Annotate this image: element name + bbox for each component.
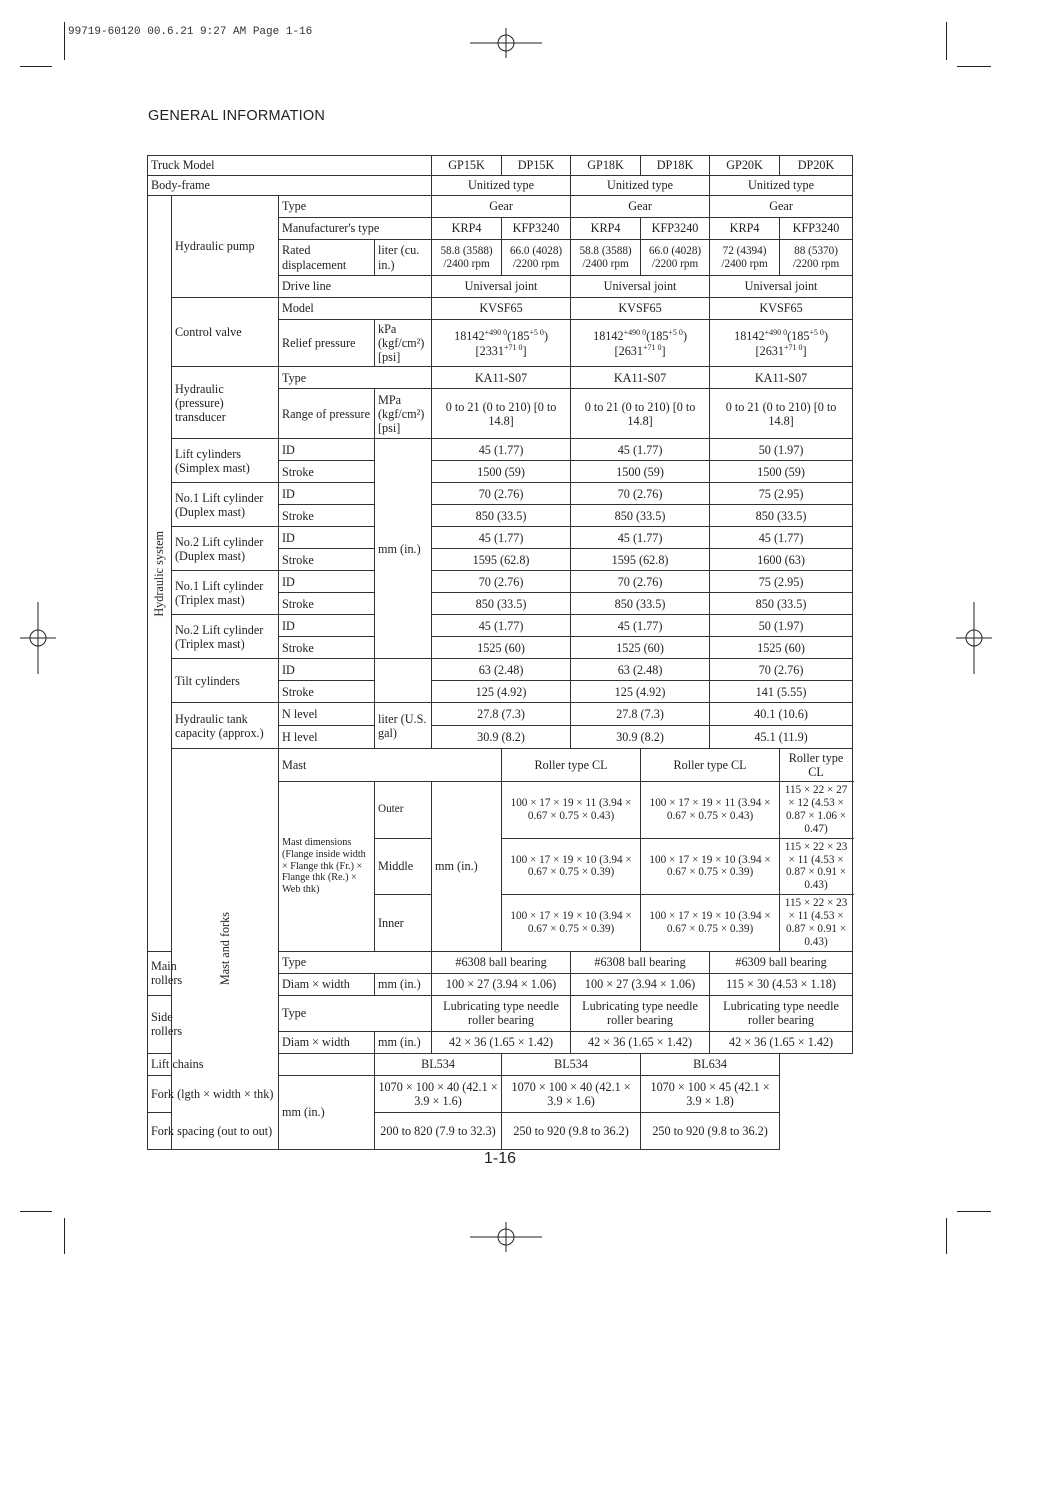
cell: Universal joint <box>710 276 853 298</box>
cell: 1525 (60) <box>432 637 571 659</box>
cell: 66.0 (4028) /2200 rpm <box>502 240 571 276</box>
row-sublabel: ID <box>279 659 375 681</box>
cell: 1070 × 100 × 40 (42.1 × 3.9 × 1.6) <box>375 1075 502 1112</box>
cell: 125 (4.92) <box>571 681 710 703</box>
cell: Roller type CL <box>502 749 641 782</box>
cell: Lubricating type needle roller bearing <box>432 995 571 1031</box>
registration-mark-icon <box>470 1222 542 1252</box>
spec-table <box>147 155 853 1150</box>
cell: 42 × 36 (1.65 × 1.42) <box>710 1031 853 1053</box>
crop-mark <box>946 1218 947 1254</box>
unit-label: liter (cu. in.) <box>375 240 432 276</box>
cell: 88 (5370) /2200 rpm <box>780 240 853 276</box>
cell: 70 (2.76) <box>432 483 571 505</box>
row-sublabel: Stroke <box>279 505 375 527</box>
table-row <box>148 156 853 176</box>
unit-label: mm (in.) <box>279 1075 375 1149</box>
unit-label: mm (in.) <box>375 439 432 659</box>
cell: 850 (33.5) <box>710 505 853 527</box>
unit-label: kPa (kgf/cm²) [psi] <box>375 320 432 367</box>
table-row <box>148 749 853 782</box>
cell: 850 (33.5) <box>571 593 710 615</box>
table-row <box>148 703 853 726</box>
row-sublabel: Stroke <box>279 461 375 483</box>
cell: 40.1 (10.6) <box>710 703 853 726</box>
cell: 70 (2.76) <box>432 571 571 593</box>
crop-mark <box>946 22 947 60</box>
cell: 1525 (60) <box>710 637 853 659</box>
table-row <box>148 483 853 505</box>
row-label: Hydraulic (pressure) transducer <box>172 367 279 439</box>
model-header: DP20K <box>780 156 853 176</box>
row-sublabel: Stroke <box>279 681 375 703</box>
cell: 115 × 22 × 27 × 12 (4.53 × 0.87 × 1.06 × 0.47) <box>780 782 853 839</box>
cell: Gear <box>710 196 853 218</box>
row-sublabel: Inner <box>375 895 432 952</box>
crop-mark <box>64 22 65 60</box>
cell: 1595 (62.8) <box>571 549 710 571</box>
cell: 115 × 30 (4.53 × 1.18) <box>710 973 853 995</box>
row-sublabel: Type <box>279 951 432 973</box>
crop-mark <box>957 1211 991 1212</box>
row-sublabel: N level <box>279 703 375 726</box>
cell: 70 (2.76) <box>571 571 710 593</box>
cell: #6308 ball bearing <box>432 951 571 973</box>
cell: KA11-S07 <box>432 367 571 389</box>
table-row <box>148 1112 853 1149</box>
cell: 1525 (60) <box>571 637 710 659</box>
cell: Universal joint <box>432 276 571 298</box>
row-label: Truck Model <box>148 156 432 176</box>
row-sublabel: Range of pressure <box>279 389 375 439</box>
cell: 75 (2.95) <box>710 571 853 593</box>
cell: KVSF65 <box>571 298 710 320</box>
cell: 0 to 21 (0 to 210) [0 to 14.8] <box>571 389 710 439</box>
cell: 27.8 (7.3) <box>432 703 571 726</box>
row-label: Hydraulic pump <box>172 196 279 298</box>
table-row <box>148 1075 853 1112</box>
row-label: Tilt cylinders <box>172 659 279 703</box>
cell: Unitized type <box>432 176 571 196</box>
row-sublabel: Type <box>279 196 432 218</box>
unit-label <box>375 659 432 703</box>
cell: 70 (2.76) <box>710 659 853 681</box>
row-sublabel: Middle <box>375 838 432 895</box>
cell: 27.8 (7.3) <box>571 703 710 726</box>
table-row <box>148 298 853 320</box>
row-label: No.1 Lift cylinder (Duplex mast) <box>172 483 279 527</box>
row-label: Fork (lgth × width × thk) <box>148 1075 279 1112</box>
cell: 66.0 (4028) /2200 rpm <box>641 240 710 276</box>
model-header: GP20K <box>710 156 780 176</box>
cell: KA11-S07 <box>710 367 853 389</box>
unit-label: MPa (kgf/cm²) [psi] <box>375 389 432 439</box>
cell: Unitized type <box>710 176 853 196</box>
model-header: GP18K <box>571 156 641 176</box>
table-row <box>148 527 853 549</box>
page-number: 1-16 <box>483 1150 517 1167</box>
cell: 45 (1.77) <box>432 527 571 549</box>
relief-cell: $18142^{+490 0}(185^{+5 0})$ $[2631^{+71 0}]$ <box>710 320 853 367</box>
cell: 45 (1.77) <box>571 615 710 637</box>
cell: KRP4 <box>432 218 502 240</box>
cell: 1500 (59) <box>571 461 710 483</box>
cell: 125 (4.92) <box>432 681 571 703</box>
row-sublabel: ID <box>279 571 375 593</box>
row-label: Hydraulic tank capacity (approx.) <box>172 703 279 749</box>
registration-mark-icon <box>20 602 56 674</box>
group-label: Hydraulic system <box>148 196 172 952</box>
cell: KRP4 <box>571 218 641 240</box>
cell: KFP3240 <box>502 218 571 240</box>
cell: 1070 × 100 × 40 (42.1 × 3.9 × 1.6) <box>502 1075 641 1112</box>
row-label: Lift cylinders (Simplex mast) <box>172 439 279 483</box>
cell: KFP3240 <box>780 218 853 240</box>
cell: 100 × 27 (3.94 × 1.06) <box>571 973 710 995</box>
table-row <box>148 439 853 461</box>
cell: 115 × 22 × 23 × 11 (4.53 × 0.87 × 0.91 × 0.43) <box>780 895 853 952</box>
group-label: Mast and forks <box>172 749 279 1150</box>
cell: 250 to 920 (9.8 to 36.2) <box>641 1112 780 1149</box>
row-sublabel: Outer <box>375 782 432 839</box>
unit-label: liter (U.S. gal) <box>375 703 432 749</box>
cell: 200 to 820 (7.9 to 32.3) <box>375 1112 502 1149</box>
registration-mark-icon <box>956 602 992 674</box>
cell: 100 × 17 × 19 × 11 (3.94 × 0.67 × 0.75 × 0.43) <box>641 782 780 839</box>
cell: KFP3240 <box>641 218 710 240</box>
cell: 1070 × 100 × 45 (42.1 × 3.9 × 1.8) <box>641 1075 780 1112</box>
row-sublabel: ID <box>279 527 375 549</box>
cell: 850 (33.5) <box>710 593 853 615</box>
cell: 1500 (59) <box>710 461 853 483</box>
unit-label: mm (in.) <box>432 782 502 952</box>
cell: 30.9 (8.2) <box>432 726 571 749</box>
row-sublabel: Relief pressure <box>279 320 375 367</box>
row-label: Main rollers <box>148 951 172 995</box>
table-row <box>148 176 853 196</box>
cell: 42 × 36 (1.65 × 1.42) <box>571 1031 710 1053</box>
cell: 0 to 21 (0 to 210) [0 to 14.8] <box>432 389 571 439</box>
cell: BL534 <box>502 1053 641 1075</box>
cell: Roller type CL <box>780 749 853 782</box>
row-label: Control valve <box>172 298 279 367</box>
cell: 50 (1.97) <box>710 439 853 461</box>
row-sublabel: Manufacturer's type <box>279 218 432 240</box>
cell: 250 to 920 (9.8 to 36.2) <box>502 1112 641 1149</box>
row-sublabel: Rated displacement <box>279 240 375 276</box>
cell: 63 (2.48) <box>571 659 710 681</box>
row-sublabel: ID <box>279 483 375 505</box>
crop-mark <box>64 1218 65 1254</box>
cell: 1600 (63) <box>710 549 853 571</box>
unit-label: mm (in.) <box>375 1031 432 1053</box>
cell: 850 (33.5) <box>432 593 571 615</box>
cell: 45 (1.77) <box>571 527 710 549</box>
cell: 70 (2.76) <box>571 483 710 505</box>
relief-cell: $18142^{+490 0}(185^{+5 0})$ $[2631^{+71 0}]$ <box>571 320 710 367</box>
row-label: No.1 Lift cylinder (Triplex mast) <box>172 571 279 615</box>
cell: 45.1 (11.9) <box>710 726 853 749</box>
crop-mark <box>20 66 52 67</box>
cell: 850 (33.5) <box>432 505 571 527</box>
cell: 72 (4394) /2400 rpm <box>710 240 780 276</box>
relief-cell: $18142^{+490 0}(185^{+5 0})$ $[2331^{+71 0}]$ <box>432 320 571 367</box>
cell: Gear <box>571 196 710 218</box>
row-sublabel: ID <box>279 439 375 461</box>
cell: BL534 <box>375 1053 502 1075</box>
model-header: GP15K <box>432 156 502 176</box>
cell: #6308 ball bearing <box>571 951 710 973</box>
cell: 141 (5.55) <box>710 681 853 703</box>
cell: 45 (1.77) <box>571 439 710 461</box>
cell: 45 (1.77) <box>432 439 571 461</box>
cell: 1500 (59) <box>432 461 571 483</box>
row-sublabel: Stroke <box>279 637 375 659</box>
row-sublabel: H level <box>279 726 375 749</box>
cell: 50 (1.97) <box>710 615 853 637</box>
cell: 30.9 (8.2) <box>571 726 710 749</box>
table-row <box>148 196 853 218</box>
row-sublabel: Drive line <box>279 276 432 298</box>
row-label: Mast dimensions (Flange inside width × Flange thk (Fr.) × Flange thk (Re.) × Web thk) <box>279 782 375 952</box>
row-label: Body-frame <box>148 176 432 196</box>
cell: Lubricating type needle roller bearing <box>571 995 710 1031</box>
cell: 42 × 36 (1.65 × 1.42) <box>432 1031 571 1053</box>
row-label: No.2 Lift cylinder (Triplex mast) <box>172 615 279 659</box>
cell: 100 × 17 × 19 × 10 (3.94 × 0.67 × 0.75 × 0.39) <box>502 838 641 895</box>
cell: KA11-S07 <box>571 367 710 389</box>
cell: BL634 <box>641 1053 780 1075</box>
cell: Unitized type <box>571 176 710 196</box>
row-label: Fork spacing (out to out) <box>148 1112 279 1149</box>
table-row <box>148 659 853 681</box>
table-row <box>148 615 853 637</box>
cell: 0 to 21 (0 to 210) [0 to 14.8] <box>710 389 853 439</box>
row-sublabel: Type <box>279 367 432 389</box>
row-label: Mast <box>279 749 502 782</box>
crop-mark <box>20 1211 52 1212</box>
unit-label: mm (in.) <box>375 973 432 995</box>
cell: 75 (2.95) <box>710 483 853 505</box>
row-sublabel: Stroke <box>279 549 375 571</box>
cell: 100 × 27 (3.94 × 1.06) <box>432 973 571 995</box>
row-sublabel: Model <box>279 298 432 320</box>
cell: 100 × 17 × 19 × 11 (3.94 × 0.67 × 0.75 × 0.43) <box>502 782 641 839</box>
cell: 100 × 17 × 19 × 10 (3.94 × 0.67 × 0.75 × 0.39) <box>641 895 780 952</box>
table-row <box>148 571 853 593</box>
crop-mark <box>957 66 991 67</box>
row-label: Side rollers <box>148 995 172 1053</box>
cell: Gear <box>432 196 571 218</box>
row-sublabel: Diam × width <box>279 973 375 995</box>
cell: 45 (1.77) <box>710 527 853 549</box>
cell: 58.8 (3588) /2400 rpm <box>571 240 641 276</box>
model-header: DP18K <box>641 156 710 176</box>
registration-mark-icon <box>470 28 542 58</box>
cell: Roller type CL <box>641 749 780 782</box>
cell: KRP4 <box>710 218 780 240</box>
section-title: GENERAL INFORMATION <box>148 108 326 124</box>
row-sublabel: ID <box>279 615 375 637</box>
model-header: DP15K <box>502 156 571 176</box>
row-label: No.2 Lift cylinder (Duplex mast) <box>172 527 279 571</box>
cell: Universal joint <box>571 276 710 298</box>
row-sublabel: Diam × width <box>279 1031 375 1053</box>
row-label: Lift chains <box>148 1053 375 1075</box>
print-header: 99719-60120 00.6.21 9:27 AM Page 1-16 <box>68 26 313 38</box>
cell: KVSF65 <box>710 298 853 320</box>
table-row <box>148 367 853 389</box>
cell: 58.8 (3588) /2400 rpm <box>432 240 502 276</box>
cell: 63 (2.48) <box>432 659 571 681</box>
table-row <box>148 1053 853 1075</box>
cell: 115 × 22 × 23 × 11 (4.53 × 0.87 × 0.91 × 0.43) <box>780 838 853 895</box>
row-sublabel: Type <box>279 995 432 1031</box>
cell: 45 (1.77) <box>432 615 571 637</box>
cell: #6309 ball bearing <box>710 951 853 973</box>
cell: KVSF65 <box>432 298 571 320</box>
row-sublabel: Stroke <box>279 593 375 615</box>
cell: 1595 (62.8) <box>432 549 571 571</box>
cell: 100 × 17 × 19 × 10 (3.94 × 0.67 × 0.75 × 0.39) <box>502 895 641 952</box>
cell: Lubricating type needle roller bearing <box>710 995 853 1031</box>
cell: 850 (33.5) <box>571 505 710 527</box>
cell: 100 × 17 × 19 × 10 (3.94 × 0.67 × 0.75 × 0.39) <box>641 838 780 895</box>
